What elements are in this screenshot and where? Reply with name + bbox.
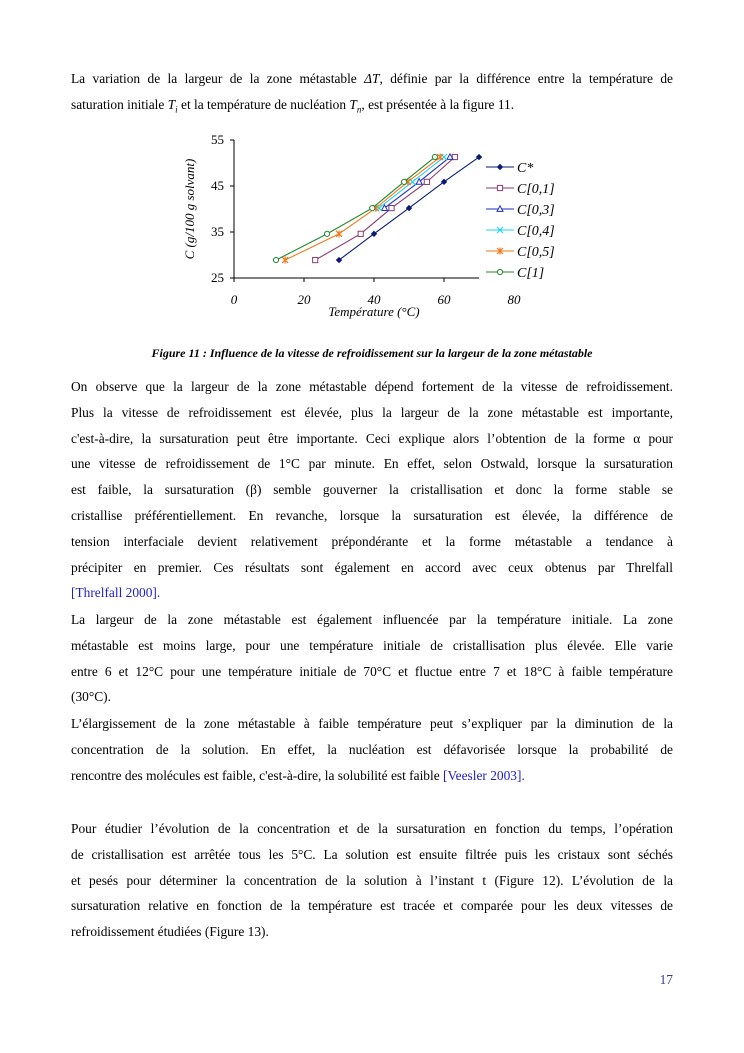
circle-marker bbox=[370, 205, 375, 210]
legend-label: C[0,3] bbox=[517, 203, 555, 218]
text-line: concentration de la solution. En effet, la nucléation est défavorisée lorsque la probabilité de bbox=[71, 741, 673, 757]
text-line: est faible, la sursaturation (β) semble gouverner la cristallisation et donc la forme stable se bbox=[71, 482, 673, 498]
text-line: entre 6 et 12°C pour une température initiale de 70°C et fluctue entre 7 et 18°C à faible température bbox=[71, 663, 673, 679]
square-marker bbox=[424, 179, 429, 184]
series-C[1] bbox=[273, 154, 437, 262]
text-line: métastable est moins large, pour une température initiale de cristallisation plus élevée. Elle varie bbox=[71, 637, 673, 653]
text-line: précipiter en premier. Ces résultats sont également en accord avec ceux obtenus par Threlfall bbox=[71, 559, 673, 575]
text: La variation de la largeur de la zone métastable bbox=[71, 71, 365, 86]
y-tick-label: 55 bbox=[211, 132, 224, 147]
text-line: c'est-à-dire, la sursaturation peut être importante. Ceci explique alors l’obtention de la forme α pour bbox=[71, 430, 673, 446]
ti-symbol: $T_i$ bbox=[167, 96, 178, 115]
series-C[0,4] bbox=[376, 154, 447, 211]
y-tick-label: 45 bbox=[211, 178, 224, 193]
legend-label: C[0,4] bbox=[517, 224, 555, 239]
x-axis-label: Température (°C) bbox=[328, 304, 420, 319]
paragraph-widening bbox=[71, 711, 673, 788]
diamond-marker bbox=[497, 164, 503, 170]
legend-label: C[0,5] bbox=[517, 245, 555, 260]
line-chart bbox=[180, 128, 580, 328]
x-tick-label: 60 bbox=[437, 292, 451, 307]
text-line: cristallise préférentiellement. En revanche, lorsque la sursaturation est élevée, la différence de bbox=[71, 507, 673, 523]
legend-label: C* bbox=[517, 161, 534, 176]
legend-label: C[0,1] bbox=[517, 182, 555, 197]
tn-symbol: $T_n$ bbox=[349, 96, 362, 115]
intro-line-2 bbox=[71, 92, 673, 123]
text-line: L’élargissement de la zone métastable à faible température peut s’expliquer par la diminution de la bbox=[71, 716, 673, 731]
text-line: tension interfaciale devient relativement prépondérante et la forme métastable a tendance à bbox=[71, 533, 673, 549]
asterisk-marker bbox=[282, 257, 288, 264]
y-tick-label: 35 bbox=[211, 224, 224, 239]
x-tick-label: 20 bbox=[297, 292, 311, 307]
delta-t-symbol: ΔT bbox=[364, 71, 380, 86]
series-line bbox=[285, 157, 440, 260]
text-line: (30°C). bbox=[71, 689, 111, 705]
figure-caption: Figure 11 : Influence de la vitesse de refroidissement sur la largeur de la zone métastable bbox=[151, 346, 593, 360]
text-line: de cristallisation est arrêtée tous les 5°C. La solution est ensuite filtrée puis les cristaux sont séchés bbox=[71, 846, 673, 862]
square-marker bbox=[389, 205, 394, 210]
y-axis-label: C (g/100 g solvant) bbox=[182, 158, 197, 260]
x-tick-label: 80 bbox=[507, 292, 521, 307]
text-line: refroidissement étudiées (Figure 13). bbox=[71, 924, 269, 940]
series-C* bbox=[336, 154, 482, 263]
circle-marker bbox=[497, 269, 502, 274]
square-marker bbox=[313, 257, 318, 262]
legend-entry bbox=[486, 182, 555, 197]
page-number: 17 bbox=[659, 972, 673, 987]
text-line: Pour étudier l’évolution de la concentration et de la sursaturation en fonction du temps, l’opération bbox=[71, 821, 673, 836]
circle-marker bbox=[325, 231, 330, 236]
circle-marker bbox=[273, 257, 278, 262]
square-marker bbox=[358, 231, 363, 236]
text-line: une vitesse de refroidissement de 1°C par minute. En effet, selon Ostwald, lorsque la sursaturation bbox=[71, 456, 673, 472]
figure-11-chart bbox=[180, 128, 580, 328]
legend-entry bbox=[486, 266, 544, 281]
legend-label: C[1] bbox=[517, 266, 545, 281]
text: , est présentée à la figure 11. bbox=[361, 96, 515, 112]
y-tick-label: 25 bbox=[211, 270, 224, 285]
intro-line-1 bbox=[71, 66, 673, 92]
text-line: Plus la vitesse de refroidissement est élevée, plus la largeur de la zone métastable est importante, bbox=[71, 404, 673, 420]
legend-entry bbox=[486, 245, 555, 260]
text-line: et pesés pour déterminer la concentration de la solution à l’instant t (Figure 12). L’évolution de la bbox=[71, 872, 673, 888]
x-tick-label: 0 bbox=[230, 292, 238, 307]
x-tick-label: 40 bbox=[367, 292, 381, 307]
text-line: On observe que la largeur de la zone métastable dépend fortement de la vitesse de refroidissement. bbox=[71, 379, 673, 394]
citation-threlfall[interactable]: [Threlfall 2000]. bbox=[71, 585, 161, 601]
text: saturation initiale bbox=[71, 96, 168, 112]
text: , définie par la différence entre la température de bbox=[379, 71, 673, 86]
text: et la température de nucléation bbox=[177, 96, 350, 112]
text-line: rencontre des molécules est faible, c'est-à-dire, la solubilité est faible bbox=[71, 767, 443, 783]
citation-veesler[interactable]: [Veesler 2003]. bbox=[443, 767, 525, 783]
paragraph-evolution bbox=[71, 816, 673, 945]
asterisk-marker bbox=[336, 230, 342, 237]
square-marker bbox=[497, 185, 502, 190]
paragraph-initial-temperature bbox=[71, 607, 673, 710]
circle-marker bbox=[402, 179, 407, 184]
asterisk-marker bbox=[437, 154, 443, 161]
paragraph-cooling-rate bbox=[71, 374, 673, 606]
intro-paragraph bbox=[71, 66, 673, 123]
text-line: La largeur de la zone métastable est également influencée par la température initiale. La zone bbox=[71, 612, 673, 627]
legend-entry bbox=[486, 161, 533, 176]
circle-marker bbox=[432, 154, 437, 159]
legend-entry bbox=[486, 203, 555, 218]
text-line: sursaturation relative en fonction de la température est tracée et comparée pour les deux vitesses de bbox=[71, 898, 673, 914]
legend-entry bbox=[486, 224, 555, 239]
